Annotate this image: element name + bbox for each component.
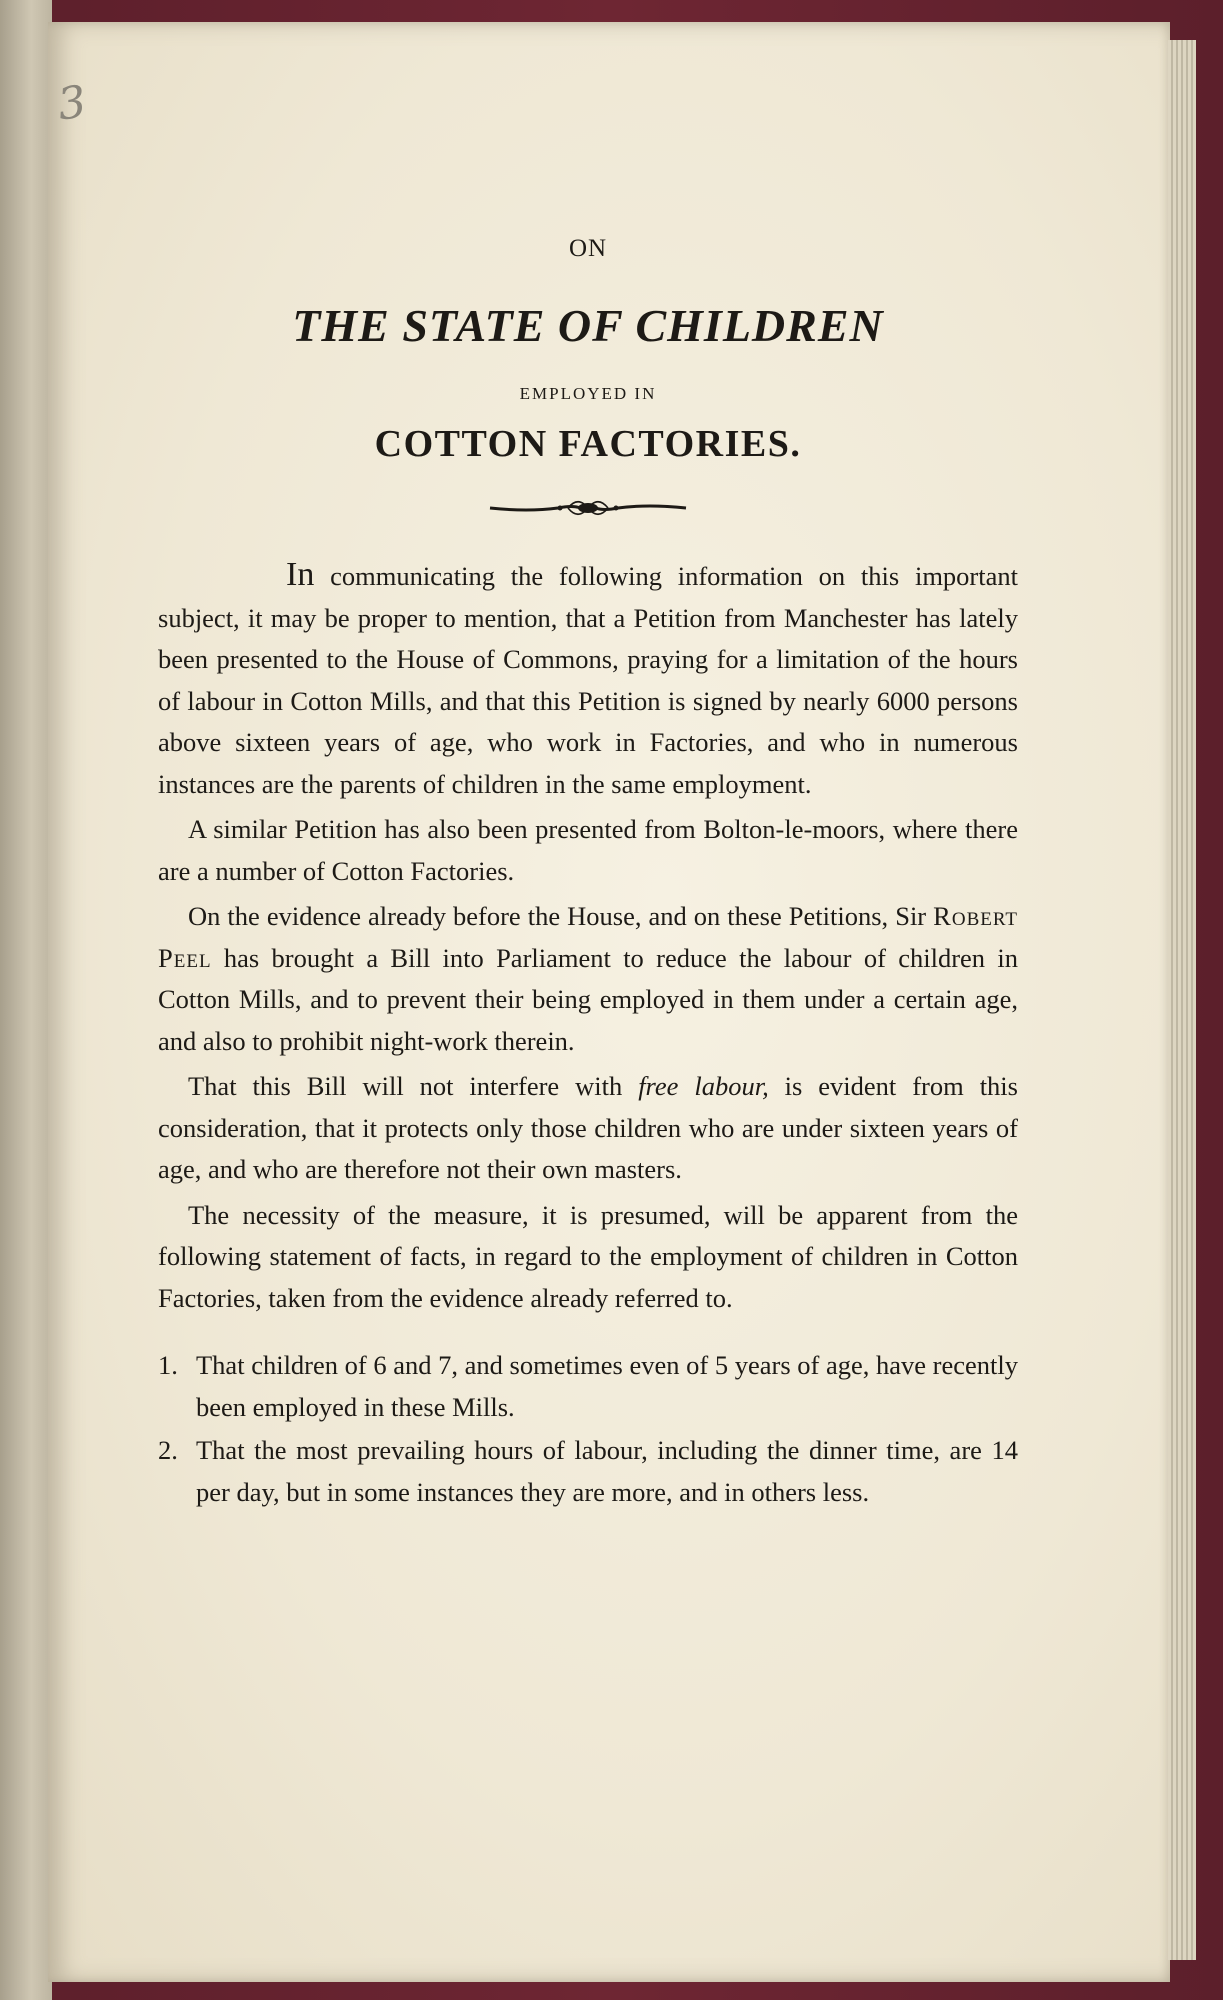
page-content <box>158 235 1018 1515</box>
fact-item <box>158 1345 1018 1428</box>
page-subtitle: COTTON FACTORIES. <box>374 423 802 465</box>
paragraph: A similar Petition has also been presented from Bolton-le-moors, where there are a number of Cotton Factories. <box>158 814 1018 886</box>
page-edges <box>1168 40 1196 1960</box>
facts-list <box>158 1345 1018 1513</box>
drop-word: In <box>286 556 315 593</box>
left-page-edge <box>0 0 52 2000</box>
emphasis: free labour, <box>638 1071 769 1101</box>
paragraph-text: has brought a Bill into Parliament to reduce the labour of children in Cotton Mills, and to prevent their being employed in them under a certain age, and also to prohibit night-work therein. <box>158 942 1018 1056</box>
fact-text: That children of 6 and 7, and sometimes even of 5 years of age, have recently been employed in these Mills. <box>196 1350 1018 1422</box>
paragraph-text: is evident from this consideration, that it protects only those children who are under sixteen years of age, and who are therefore not their own masters. <box>158 1071 1018 1184</box>
paragraph-text: On the evidence already before the House, and on these Petitions, Sir <box>188 901 934 931</box>
fact-text: That the most prevailing hours of labour, including the dinner time, are 14 per day, but in some instances they are more, and in others less. <box>196 1435 1018 1507</box>
heading-employed-in: EMPLOYED IN <box>519 384 657 403</box>
fact-item <box>158 1430 1018 1513</box>
fact-number: 2. <box>158 1435 178 1465</box>
paragraph: The necessity of the measure, it is presumed, will be apparent from the following statement of facts, in regard to the employment of children in Cotton Factories, taken from the evidence already referred to. <box>158 1199 1018 1313</box>
ornament-divider <box>488 496 688 520</box>
paragraph <box>158 896 1018 1062</box>
heading-on: ON <box>568 235 608 262</box>
pencil-page-number: 3 <box>54 76 90 131</box>
page-title: THE STATE OF CHILDREN <box>292 300 884 351</box>
paragraph <box>158 1066 1018 1191</box>
paragraph-text: That this Bill will not interfere with <box>188 1071 639 1101</box>
paragraph-text: communicating the following information on this important subject, it may be proper to mention, that a Petition from Manchester has lately been presented to the House of Commons, praying for a limitation of the hours of labour in Cotton Mills, and that this Petition is signed by nearly 6000 persons above sixteen years of age, who work in Factories, and who in numerous instances are the parents of children in the same employment. <box>158 561 1018 799</box>
person-name: Robert Peel <box>158 901 1018 973</box>
body-text <box>158 554 1018 1319</box>
paragraph <box>158 554 1018 805</box>
fact-number: 1. <box>158 1350 178 1380</box>
